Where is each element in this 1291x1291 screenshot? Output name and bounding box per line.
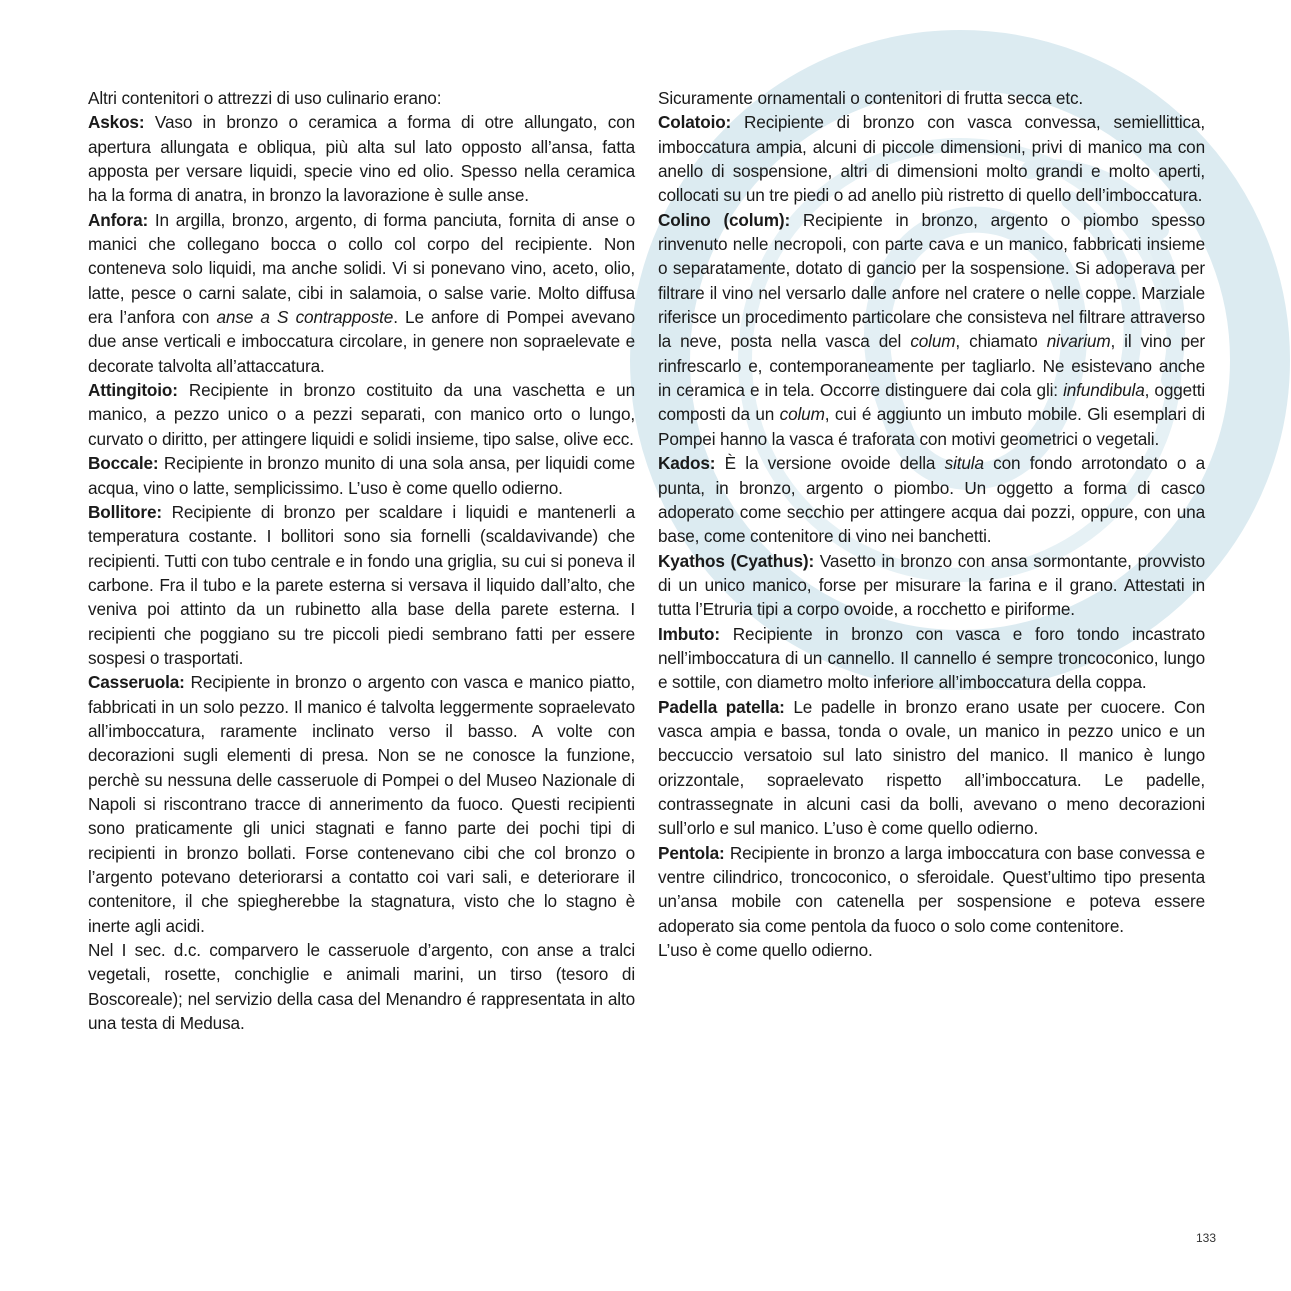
paragraph [88, 208, 635, 378]
paragraph-text: , cui é aggiunto un imbuto mobile. Gli esemplari di Pompei hanno la vasca é traforata con motivi geometrici o vegetali. [658, 404, 1205, 449]
paragraph-text: Recipiente in bronzo a larga imboccatura con base convessa e ventre cilindrico, troncoconico, o sferoidale. Quest’ultimo tipo presenta un’ansa mobile con catenella per sospensione e poteva essere adoperato sia come pentola da fuoco o solo come contenitore. [658, 842, 1205, 936]
paragraph [658, 841, 1205, 938]
paragraph-text: Recipiente in bronzo, argento o piombo spesso rinvenuto nelle necropoli, con parte cava e un manico, fabbricati insieme o separatamente, dotato di gancio per la sospensione. Si adoperava per filtrare il vino nel versarlo dalle anfore nel cratere o nelle coppe. Marziale riferisce un procedimento particolare che consisteva nel filtrare attraverso la neve, posta nella vasca del [658, 209, 1205, 352]
entry-term: Kados: [658, 453, 716, 474]
paragraph [88, 938, 635, 1035]
left-text-column [88, 86, 635, 1035]
paragraph [658, 110, 1205, 207]
entry-term: Casseruola: [88, 672, 185, 693]
paragraph-text: In argilla, bronzo, argento, di forma panciuta, fornita di anse o manici che collegano bocca o collo col corpo del recipiente. Non conteneva solo liquidi, ma anche solidi. Vi si ponevano vino, aceto, olio, latte, pesce o carni salate, cibi in salamoia, o salse varie. Molto diffusa era l’anfora con [88, 209, 635, 328]
paragraph [88, 451, 635, 500]
page-number: 133 [1196, 1231, 1217, 1245]
paragraph [658, 451, 1205, 548]
paragraph [88, 670, 635, 938]
paragraph-text: Recipiente di bronzo con vasca convessa, semiellittica, imboccatura ampia, alcuni di piccole dimensioni, privi di manico ma con anello di sospensione, altri di dimensioni molto grandi e molto aperti, collocati su un tre piedi o ad anello più ristretto di quello dell’imboccatura. [658, 112, 1205, 206]
paragraph [658, 208, 1205, 451]
paragraph-text: , chiamato [955, 331, 1047, 352]
paragraph-text: Recipiente di bronzo per scaldare i liquidi e mantenerli a temperatura costante. I bollitori sono sia fornelli (scaldavivande) che recipienti. Tutti con tubo centrale e in fondo una griglia, su cui si poneva il carbone. Fra il tubo e la parete esterna si versava il liquido dall’alto, che veniva poi attinto da un rubinetto alla base della parete esterna. I recipienti che poggiano su tre piccoli piedi sembrano fatti per essere sospesi o trasportati. [88, 501, 635, 668]
paragraph-text: È la versione ovoide della [715, 453, 945, 474]
paragraph-text: Nel I sec. d.c. comparvero le casseruole d’argento, con anse a tralci vegetali, rosette, conchiglie e animali marini, un tirso (tesoro di Boscoreale); nel servizio della casa del Menandro é rappresentata in alto una testa di Medusa. [88, 940, 635, 1034]
paragraph-text: Vasetto in bronzo con ansa sormontante, provvisto di un unico manico, forse per misurare la farina e il grano. Attestati in tutta l’Etruria tipi a corpo ovoide, a rocchetto e piriforme. [658, 550, 1205, 620]
paragraph-text: Le padelle in bronzo erano usate per cuocere. Con vasca ampia e bassa, tonda o ovale, un manico in pezzo unico e un beccuccio versatoio sul lato sinistro del manico. Il manico è lungo orizzontale, sopraelevato rispetto all’imboccatura. Le padelle, contrassegnate in alcuni casi da bolli, avevano o meno decorazioni sull’orlo e sul manico. L’uso è come quello odierno. [658, 696, 1205, 839]
italic-term: nivarium [1046, 331, 1111, 352]
italic-term: situla [944, 453, 984, 474]
paragraph-text: Recipiente in bronzo o argento con vasca e manico piatto, fabbricati in un solo pezzo. Il manico é talvolta leggermente sopraelevato all’imboccatura, raramente inclinato verso il basso. A volte con decorazioni sugli elementi di presa. Non se ne conosce la funzione, perchè su nessuna delle casseruole di Pompei o del Museo Nazionale di Napoli si riscontrano tracce di annerimento da fuoco. Questi recipienti sono praticamente gli unici stagnati e fanno parte dei pochi tipi di recipienti in bronzo bollati. Forse contenevano cibi che col bronzo o l’argento potevano deteriorarsi a contatto coi vari sali, e deteriorare il contenitore, il che spiegherebbe la stagnatura, visto che lo stagno è inerte agli acidi. [88, 672, 635, 936]
right-text-column [658, 86, 1205, 962]
entry-term: Colatoio: [658, 112, 732, 133]
italic-term: infundibula [1063, 380, 1145, 401]
entry-term: Bollitore: [88, 501, 162, 522]
paragraph [88, 110, 635, 207]
entry-term: Padella patella: [658, 696, 785, 717]
paragraph [658, 549, 1205, 622]
paragraph-text: Recipiente in bronzo costituito da una vaschetta e un manico, a pezzo unico o a pezzi separati, con manico orto o lungo, curvato o diritto, per attingere liquidi e solidi insieme, tipo salse, olive ecc. [88, 380, 635, 449]
italic-term: anse a S contrapposte [216, 307, 394, 328]
paragraph-text: L’uso è come quello odierno. [658, 940, 873, 961]
paragraph-text: , il vino per rinfrescarlo e, contemporaneamente per tagliarlo. Ne esistevano anche in ceramica e in tela. Occorre distinguere dai cola gli: [658, 331, 1205, 401]
italic-term: colum [910, 331, 956, 352]
paragraph [88, 500, 635, 670]
paragraph [658, 86, 1205, 110]
paragraph [658, 622, 1205, 695]
paragraph-text: , oggetti composti da un [658, 380, 1205, 425]
paragraph-text: Altri contenitori o attrezzi di uso culinario erano: [88, 88, 442, 108]
entry-term: Askos: [88, 112, 145, 133]
paragraph [88, 86, 635, 110]
paragraph [658, 938, 1205, 962]
entry-term: Imbuto: [658, 623, 720, 644]
paragraph-text: . Le anfore di Pompei avevano due anse verticali e imboccatura circolare, in genere non sopraelevate e decorate talvolta all’attaccatura. [88, 307, 636, 376]
italic-term: colum [779, 404, 825, 425]
entry-term: Anfora: [88, 209, 149, 230]
entry-term: Kyathos (Cyathus): [658, 550, 815, 571]
paragraph [658, 695, 1205, 841]
paragraph [88, 378, 635, 451]
paragraph-text: Recipiente in bronzo con vasca e foro tondo incastrato nell’imboccatura di un cannello. Il cannello é sempre troncoconico, lungo e sottile, con diametro molto inferiore all’imboccatura della coppa. [658, 623, 1205, 693]
entry-term: Attingitoio: [88, 380, 178, 401]
entry-term: Colino (colum): [658, 209, 791, 230]
entry-term: Boccale: [88, 453, 159, 474]
paragraph-text: Recipiente in bronzo munito di una sola ansa, per liquidi come acqua, vino o latte, semplicissimo. L’uso è come quello odierno. [88, 453, 635, 498]
paragraph-text: con fondo arrotondato o a punta, in bronzo, argento o piombo. Un oggetto a forma di casco adoperato come secchio per attingere acqua dai pozzi, oppure, con una base, come contenitore di vino nei banchetti. [658, 453, 1205, 547]
entry-term: Pentola: [658, 842, 725, 863]
paragraph-text: Sicuramente ornamentali o contenitori di frutta secca etc. [658, 88, 1084, 108]
paragraph-text: Vaso in bronzo o ceramica a forma di otre allungato, con apertura allungata e obliqua, più alta sul lato opposto all’ansa, fatta apposta per versare liquidi, specie vino ed olio. Spesso nella ceramica ha la forma di anatra, in bronzo la lavorazione è sulle anse. [88, 112, 635, 206]
